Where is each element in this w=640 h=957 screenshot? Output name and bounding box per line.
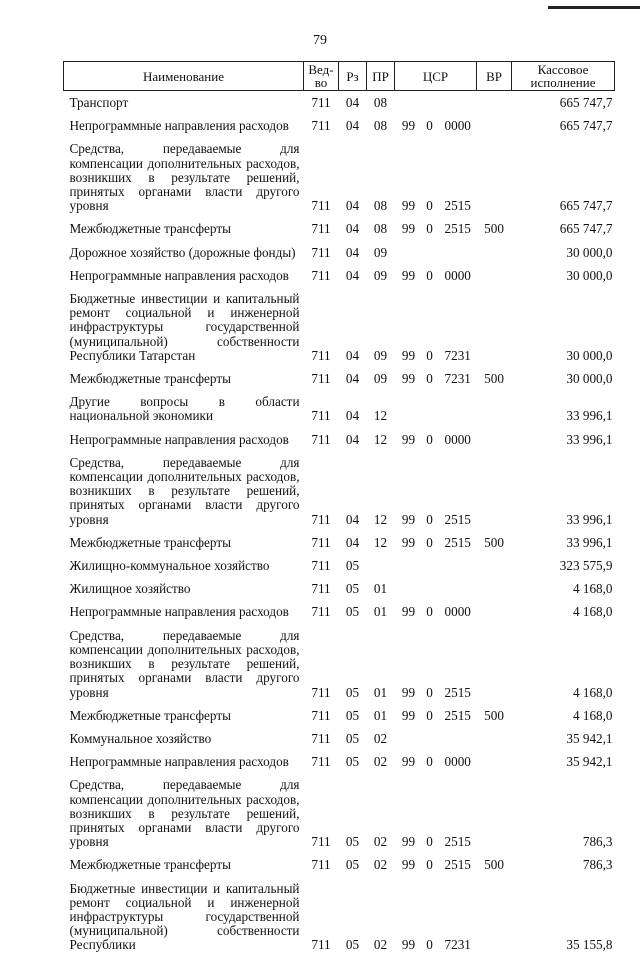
- row-vr: [477, 390, 512, 427]
- row-csr-sub: [423, 241, 437, 264]
- row-name: Средства, передаваемые для компенсации дополнительных расходов, возникших в результате решений, принятых органами власти другого уровня: [69, 141, 300, 214]
- row-csr-code: 2515: [444, 198, 471, 214]
- header-rz: Рз: [339, 62, 367, 91]
- row-ved: 711: [311, 431, 331, 447]
- row-csr-code: 2515: [444, 684, 471, 700]
- row-ved: 711: [311, 604, 331, 620]
- row-csr-code: 0000: [444, 267, 471, 283]
- row-rz: 05: [345, 684, 360, 700]
- row-name: Средства, передаваемые для компенсации дополнительных расходов, возникших в результате решений, принятых органами власти другого уровня: [69, 777, 300, 850]
- row-rz: 05: [345, 754, 360, 770]
- table-row: [64, 853, 615, 876]
- row-csr-sub: 0: [426, 684, 433, 700]
- row-csr-sub: [423, 91, 437, 115]
- row-pr: 01: [373, 604, 388, 620]
- row-csr-sub: 0: [426, 198, 433, 214]
- header-pr: ПР: [367, 62, 395, 91]
- row-csr-sub: 0: [426, 754, 433, 770]
- table-row: [64, 428, 615, 451]
- row-csr-code: 0000: [444, 118, 471, 134]
- row-amount: 4 168,0: [572, 604, 613, 620]
- row-vr: [477, 750, 512, 773]
- row-csr-sub: 0: [426, 604, 433, 620]
- header-vr: ВР: [477, 62, 512, 91]
- row-vr: [477, 600, 512, 623]
- row-csr-program: 99: [401, 198, 416, 214]
- row-pr: 02: [373, 937, 388, 953]
- row-csr-code: [437, 554, 477, 577]
- row-csr-sub: 0: [426, 221, 433, 237]
- row-vr: [477, 241, 512, 264]
- row-csr-program: 99: [401, 857, 416, 873]
- table-row: [64, 241, 615, 264]
- row-pr: 09: [373, 347, 388, 363]
- row-pr: 02: [373, 730, 388, 746]
- row-csr-sub: [423, 390, 437, 427]
- row-ved: 711: [311, 511, 331, 527]
- row-rz: 04: [345, 431, 360, 447]
- row-vr: 500: [484, 534, 504, 550]
- row-csr-sub: [423, 554, 437, 577]
- row-csr-program: 99: [401, 604, 416, 620]
- row-pr: 08: [373, 95, 388, 110]
- row-rz: 04: [345, 511, 360, 527]
- row-ved: 711: [311, 834, 331, 850]
- row-csr-sub: 0: [426, 707, 433, 723]
- row-ved: 711: [311, 198, 331, 214]
- row-csr-sub: 0: [426, 347, 433, 363]
- row-csr-program: 99: [401, 511, 416, 527]
- row-rz: 05: [345, 604, 360, 620]
- row-name: Непрограммные направления расходов: [69, 118, 289, 134]
- row-amount: 35 942,1: [566, 754, 613, 770]
- row-ved: 711: [311, 730, 331, 746]
- header-ved: Вед- во: [304, 62, 339, 91]
- row-rz: 05: [345, 558, 360, 574]
- row-csr-sub: 0: [426, 834, 433, 850]
- table-row: [64, 624, 615, 704]
- row-pr: 12: [373, 511, 388, 527]
- row-name: Непрограммные направления расходов: [69, 431, 289, 447]
- row-amount: 665 747,7: [559, 221, 613, 237]
- row-name: Жилищно-коммунальное хозяйство: [69, 558, 270, 574]
- row-pr: 02: [373, 754, 388, 770]
- row-ved: 711: [311, 937, 331, 953]
- row-vr: [477, 428, 512, 451]
- row-csr-sub: 0: [426, 371, 433, 387]
- row-csr-code: 0000: [444, 431, 471, 447]
- row-rz: 04: [345, 267, 360, 283]
- row-name: Межбюджетные трансферты: [69, 221, 231, 237]
- row-name: Непрограммные направления расходов: [69, 604, 289, 620]
- row-rz: 04: [345, 221, 360, 237]
- row-amount: 35 942,1: [566, 730, 613, 746]
- row-rz: 04: [345, 408, 360, 424]
- row-ved: 711: [311, 221, 331, 237]
- row-csr-code: 2515: [444, 834, 471, 850]
- table-row: [64, 390, 615, 427]
- row-ved: 711: [311, 707, 331, 723]
- row-pr: 01: [373, 581, 388, 597]
- table-row: [64, 704, 615, 727]
- row-csr-program: [395, 577, 423, 600]
- row-ved: 711: [311, 371, 331, 387]
- row-csr-sub: 0: [426, 431, 433, 447]
- row-name: Межбюджетные трансферты: [69, 534, 231, 550]
- row-name: Бюджетные инвестиции и капитальный ремонт социальной и инженерной инфраструктуры государственной (муниципальной) собственности Республики Татарстан: [69, 291, 300, 363]
- row-rz: 05: [345, 581, 360, 597]
- row-rz: 05: [345, 730, 360, 746]
- table-row: [64, 773, 615, 853]
- table-row: [64, 600, 615, 623]
- row-pr: 12: [373, 408, 388, 424]
- row-csr-code: 2515: [444, 857, 471, 873]
- row-ved: 711: [311, 857, 331, 873]
- row-ved: 711: [311, 347, 331, 363]
- row-csr-sub: 0: [426, 937, 433, 953]
- row-csr-program: 99: [401, 707, 416, 723]
- row-csr-sub: 0: [426, 267, 433, 283]
- row-csr-program: 99: [401, 431, 416, 447]
- row-vr: 500: [484, 707, 504, 723]
- header-amount: Кассовое исполнение: [512, 62, 615, 91]
- row-pr: 12: [373, 534, 388, 550]
- row-rz: 04: [345, 118, 360, 134]
- row-amount: 4 168,0: [572, 707, 613, 723]
- row-csr-program: 99: [401, 754, 416, 770]
- table-row: [64, 264, 615, 287]
- row-pr: 02: [373, 834, 388, 850]
- row-csr-code: 0000: [444, 754, 471, 770]
- row-amount: 30 000,0: [566, 371, 613, 387]
- row-csr-code: 2515: [444, 221, 471, 237]
- table-row: [64, 217, 615, 240]
- row-csr-sub: [423, 577, 437, 600]
- row-vr: [477, 137, 512, 217]
- row-csr-code: [437, 91, 477, 115]
- row-vr: [477, 727, 512, 750]
- row-csr-program: [395, 91, 423, 115]
- row-amount: 665 747,7: [559, 198, 613, 214]
- row-csr-program: [395, 554, 423, 577]
- table-row: [64, 114, 615, 137]
- row-ved: 711: [311, 534, 331, 550]
- table-row: [64, 451, 615, 531]
- row-amount: 30 000,0: [566, 244, 613, 260]
- row-amount: 35 155,8: [566, 937, 613, 953]
- row-ved: 711: [311, 581, 331, 597]
- row-amount: 30 000,0: [566, 267, 613, 283]
- row-csr-code: [437, 727, 477, 750]
- row-amount: 30 000,0: [566, 347, 613, 363]
- row-csr-code: [437, 241, 477, 264]
- row-amount: 786,3: [582, 857, 613, 873]
- row-pr: 09: [373, 244, 388, 260]
- row-csr-code: 2515: [444, 707, 471, 723]
- table-row: [64, 91, 615, 115]
- row-name: Коммунальное хозяйство: [69, 730, 212, 746]
- table-header: [64, 62, 615, 91]
- row-rz: 05: [345, 707, 360, 723]
- row-vr: [477, 624, 512, 704]
- row-pr: 09: [373, 371, 388, 387]
- row-rz: 04: [345, 347, 360, 363]
- row-rz: 04: [345, 534, 360, 550]
- row-rz: 05: [345, 937, 360, 953]
- row-csr-program: [395, 390, 423, 427]
- row-pr: 09: [373, 267, 388, 283]
- row-csr-sub: 0: [426, 118, 433, 134]
- row-csr-program: 99: [401, 684, 416, 700]
- row-amount: 4 168,0: [572, 684, 613, 700]
- row-pr: 08: [373, 221, 388, 237]
- row-amount: 665 747,7: [559, 118, 613, 134]
- row-csr-program: 99: [401, 937, 416, 953]
- row-csr-sub: 0: [426, 857, 433, 873]
- table-row: [64, 367, 615, 390]
- row-name: Межбюджетные трансферты: [69, 857, 231, 873]
- row-ved: 711: [311, 118, 331, 134]
- row-vr: [477, 91, 512, 115]
- row-name: Другие вопросы в области национальной экономики: [69, 394, 300, 424]
- top-scan-rule: [548, 6, 640, 9]
- budget-table: [63, 61, 615, 957]
- row-amount: 33 996,1: [566, 511, 613, 527]
- row-ved: 711: [311, 754, 331, 770]
- row-amount: 4 168,0: [572, 581, 613, 597]
- row-csr-program: 99: [401, 347, 416, 363]
- row-vr: 500: [484, 221, 504, 237]
- row-rz: 04: [345, 95, 360, 110]
- row-vr: [477, 451, 512, 531]
- row-vr: [477, 877, 512, 957]
- row-csr-code: 7231: [444, 347, 471, 363]
- row-vr: [477, 773, 512, 853]
- row-csr-code: [437, 577, 477, 600]
- row-pr: 08: [373, 118, 388, 134]
- row-csr-code: 2515: [444, 511, 471, 527]
- row-pr: 08: [373, 198, 388, 214]
- row-rz: 04: [345, 244, 360, 260]
- row-vr: [477, 554, 512, 577]
- row-csr-code: 7231: [444, 937, 471, 953]
- row-name: Непрограммные направления расходов: [69, 267, 289, 283]
- table-row: [64, 137, 615, 217]
- row-csr-program: 99: [401, 267, 416, 283]
- row-vr: [477, 114, 512, 137]
- row-amount: 33 996,1: [566, 534, 613, 550]
- row-csr-program: 99: [401, 221, 416, 237]
- table-row: [64, 554, 615, 577]
- row-csr-code: [437, 390, 477, 427]
- row-csr-sub: 0: [426, 511, 433, 527]
- row-name: Дорожное хозяйство (дорожные фонды): [69, 244, 296, 260]
- row-amount: 786,3: [582, 834, 613, 850]
- table-row: [64, 750, 615, 773]
- row-rz: 05: [345, 834, 360, 850]
- row-csr-sub: 0: [426, 534, 433, 550]
- header-csr: ЦСР: [395, 62, 477, 91]
- row-name: Непрограммные направления расходов: [69, 754, 289, 770]
- row-vr: [477, 264, 512, 287]
- table-row: [64, 877, 615, 957]
- row-name: Межбюджетные трансферты: [69, 371, 231, 387]
- row-ved: 711: [311, 408, 331, 424]
- table-row: [64, 577, 615, 600]
- row-vr: [477, 287, 512, 367]
- row-csr-program: 99: [401, 534, 416, 550]
- row-amount: 33 996,1: [566, 431, 613, 447]
- row-csr-program: [395, 727, 423, 750]
- row-ved: 711: [311, 244, 331, 260]
- row-csr-program: 99: [401, 118, 416, 134]
- row-name: Бюджетные инвестиции и капитальный ремонт социальной и инженерной инфраструктуры государственной (муниципальной) собственности Республики: [69, 880, 300, 953]
- row-csr-program: 99: [401, 371, 416, 387]
- row-vr: 500: [484, 371, 504, 387]
- row-csr-sub: [423, 727, 437, 750]
- header-name: Наименование: [64, 62, 304, 91]
- row-amount: 33 996,1: [566, 408, 613, 424]
- row-pr: 01: [373, 684, 388, 700]
- row-vr: 500: [484, 857, 504, 873]
- row-csr-program: [395, 241, 423, 264]
- row-vr: [477, 577, 512, 600]
- row-rz: 05: [345, 857, 360, 873]
- table-body: [64, 91, 615, 957]
- table-row: [64, 727, 615, 750]
- row-ved: 711: [311, 684, 331, 700]
- row-pr: 01: [373, 707, 388, 723]
- row-name: Межбюджетные трансферты: [69, 707, 231, 723]
- table-row: [64, 531, 615, 554]
- row-csr-code: 2515: [444, 534, 471, 550]
- row-pr: 12: [373, 431, 388, 447]
- row-csr-code: 0000: [444, 604, 471, 620]
- row-ved: 711: [311, 558, 331, 574]
- page-number: 79: [313, 33, 327, 48]
- row-name: Жилищное хозяйство: [69, 581, 191, 597]
- row-name: Средства, передаваемые для компенсации дополнительных расходов, возникших в результате решений, принятых органами власти другого уровня: [69, 454, 300, 527]
- row-csr-code: 7231: [444, 371, 471, 387]
- row-ved: 711: [311, 95, 331, 110]
- table-row: [64, 287, 615, 367]
- row-rz: 04: [345, 371, 360, 387]
- row-csr-program: 99: [401, 834, 416, 850]
- row-ved: 711: [311, 267, 331, 283]
- row-pr: 02: [373, 857, 388, 873]
- row-pr: [367, 554, 395, 577]
- row-amount: 665 747,7: [559, 95, 613, 110]
- row-name: Средства, передаваемые для компенсации дополнительных расходов, возникших в результате решений, принятых органами власти другого уровня: [69, 627, 300, 700]
- row-name: Транспорт: [69, 95, 129, 110]
- row-amount: 323 575,9: [559, 558, 613, 574]
- row-rz: 04: [345, 198, 360, 214]
